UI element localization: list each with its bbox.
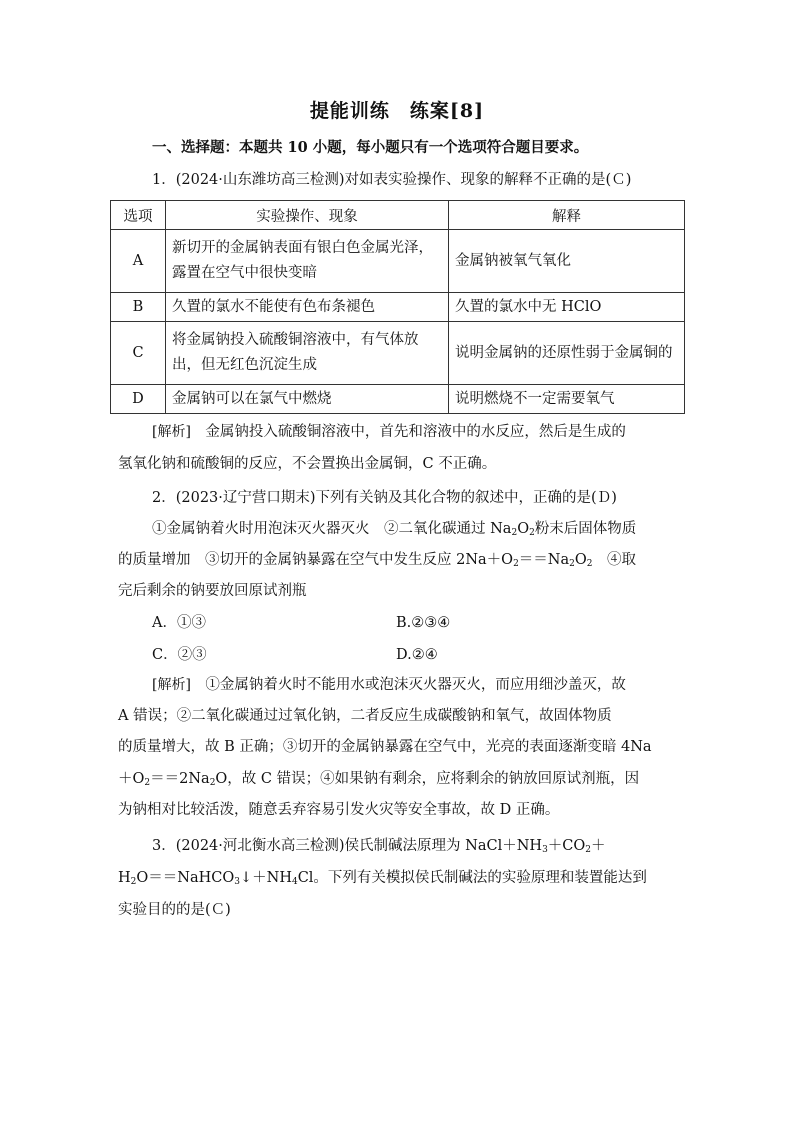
operation-cell: 将金属钠投入硫酸铜溶液中，有气体放出，但无红色沉淀生成 [166, 322, 449, 385]
option-label: A [111, 230, 166, 293]
table-row [111, 293, 685, 322]
subscript: 3 [234, 877, 240, 887]
q2-analysis-line-1 [152, 675, 626, 695]
explanation-cell: 说明金属钠的还原性弱于金属铜的 [449, 322, 685, 385]
statement-text: ④取 [592, 552, 636, 568]
q1-table [110, 200, 685, 414]
q2-option-d: D.②④ [396, 647, 438, 663]
subscript: 2 [569, 559, 575, 569]
analysis-text: ①金属钠着火时不能用水或泡沫灭火器灭火，而应用细沙盖灭，故 [190, 677, 626, 693]
table-header: 实验操作、现象 [166, 201, 449, 230]
q2-option-a: A．①③ [152, 615, 206, 631]
statement-text: ①金属钠着火时用泡沫灭火器灭火 ②二氧化碳通过 Na [152, 521, 512, 537]
subscript: 2 [144, 778, 151, 788]
q2-option-b: B.②③④ [396, 615, 451, 631]
analysis-text: ＝＝2Na [150, 771, 210, 787]
q1-analysis-line-1 [152, 422, 626, 442]
q2-analysis-line-5: 为钠相对比较活泼，随意丢弃容易引发火灾等安全事故，故 D 正确。 [118, 802, 560, 818]
subscript: 2 [513, 559, 519, 569]
statement-text: 的质量增加 ③切开的金属钠暴露在空气中发生反应 2Na＋O [118, 552, 514, 568]
subscript: 2 [511, 528, 518, 538]
statement-text: 粉末后固体物质 [534, 521, 637, 537]
stem-text: 3．(2024·河北衡水高三检测)侯氏制碱法原理为 NaCl＋NH [152, 838, 543, 854]
operation-cell: 久置的氯水不能使有色布条褪色 [166, 293, 449, 322]
analysis-tag: [解析] [152, 424, 191, 440]
table-row [111, 385, 685, 414]
subscript: 3 [542, 845, 548, 855]
operation-cell: 金属钠可以在氯气中燃烧 [166, 385, 449, 414]
stem-text: H [118, 870, 131, 886]
statement-text: O [517, 521, 530, 537]
subscript: 4 [291, 877, 298, 887]
subscript: 2 [586, 559, 593, 569]
q2-stem: 2．(2023·辽宁营口期末)下列有关钠及其化合物的叙述中，正确的是(Ｄ) [152, 490, 617, 506]
q1-analysis-line-2: 氢氧化钠和硫酸铜的反应，不会置换出金属铜，C 不正确。 [118, 456, 497, 472]
page-title: 提能训练 练案[8] [309, 100, 485, 122]
table-header: 解释 [449, 201, 685, 230]
stem-text: O＝＝NaHCO [136, 870, 235, 886]
q3-stem-line-2 [118, 868, 647, 888]
option-label: B [111, 293, 166, 322]
stem-text: ＋CO [547, 838, 586, 854]
q2-statement-line-2 [118, 550, 636, 570]
subscript: 2 [585, 845, 592, 855]
q2-statement-line-1 [152, 519, 636, 539]
explanation-cell: 金属钠被氧气氧化 [449, 230, 685, 293]
q2-analysis-line-3: 的质量增大，故 B 正确；③切开的金属钠暴露在空气中，光亮的表面逐渐变暗 4Na [118, 739, 652, 755]
q2-option-c: C．②③ [152, 647, 207, 663]
statement-text: O [574, 552, 587, 568]
analysis-tag: [解析] [152, 677, 191, 693]
option-label: C [111, 322, 166, 385]
analysis-text: O，故 C 错误；④如果钠有剩余，应将剩余的钠放回原试剂瓶，因 [215, 771, 640, 787]
q2-statement-line-3: 完后剩余的钠要放回原试剂瓶 [118, 583, 307, 599]
option-label: D [111, 385, 166, 414]
table-row [111, 230, 685, 293]
table-row [111, 322, 685, 385]
table-header-row [111, 201, 685, 230]
statement-text: ＝＝Na [518, 552, 570, 568]
stem-text: ＋ [591, 838, 606, 854]
subscript: 2 [209, 778, 216, 788]
explanation-cell: 久置的氯水中无 HClO [449, 293, 685, 322]
stem-text: Cl。下列有关模拟侯氏制碱法的实验原理和装置能达到 [297, 870, 647, 886]
stem-text: ↓＋NH [239, 870, 292, 886]
q3-stem-line-3: 实验目的的是(Ｃ) [118, 902, 231, 918]
subscript: 2 [529, 528, 535, 538]
analysis-text: ＋O [118, 771, 145, 787]
q1-stem: 1．(2024·山东潍坊高三检测)对如表实验操作、现象的解释不正确的是(Ｃ) [152, 172, 632, 188]
table-header: 选项 [111, 201, 166, 230]
explanation-cell: 说明燃烧不一定需要氧气 [449, 385, 685, 414]
q3-stem-line-1 [152, 836, 606, 856]
q2-analysis-line-2: A 错误；②二氧化碳通过过氧化钠，二者反应生成碳酸钠和氧气，故固体物质 [118, 708, 612, 724]
subscript: 2 [130, 877, 137, 887]
analysis-text: 金属钠投入硫酸铜溶液中，首先和溶液中的水反应，然后是生成的 [190, 424, 626, 440]
q2-analysis-line-4 [118, 769, 639, 789]
operation-cell: 新切开的金属钠表面有银白色金属光泽，露置在空气中很快变暗 [166, 230, 449, 293]
section-instruction: 一、选择题：本题共 10 小题，每小题只有一个选项符合题目要求。 [152, 139, 589, 156]
